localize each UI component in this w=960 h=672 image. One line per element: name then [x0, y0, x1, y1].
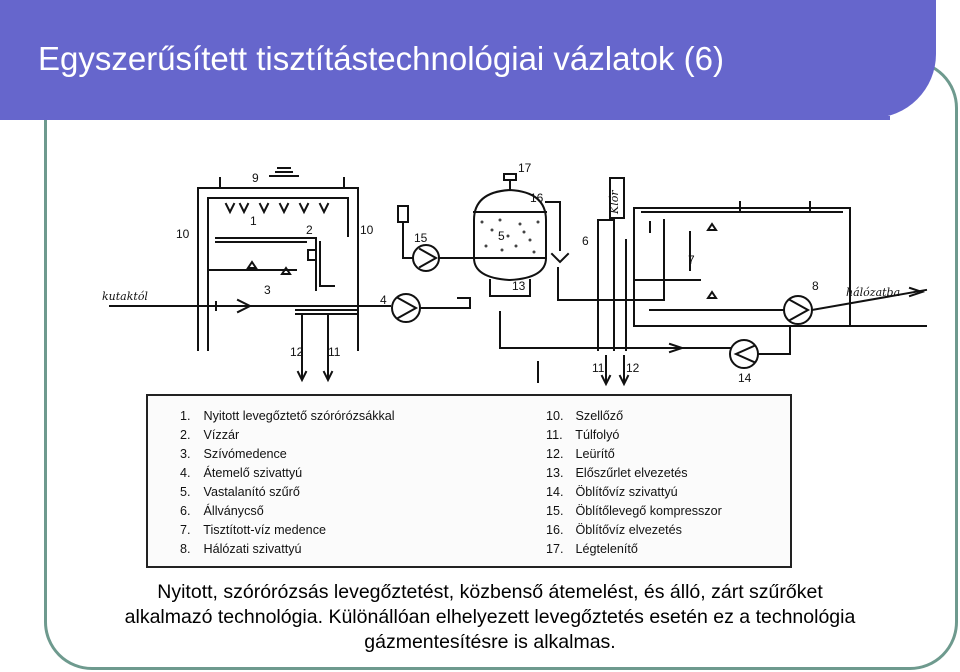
label-6: 6 — [582, 234, 589, 248]
label-14: 14 — [738, 371, 752, 385]
label-7: 7 — [688, 253, 695, 267]
clean-water-basin — [634, 202, 926, 326]
inlet-pipe — [110, 300, 390, 314]
legend-item: 5. Vastalanító szűrő — [180, 485, 300, 499]
label-13: 13 — [512, 279, 526, 293]
title-underline — [0, 116, 890, 120]
label-8: 8 — [812, 279, 819, 293]
legend-item: 8. Hálózati szivattyú — [180, 542, 302, 556]
legend-item: 7. Tisztított-víz medence — [180, 523, 326, 537]
legend-item: 16. Öblítővíz elvezetés — [546, 523, 682, 537]
label-1: 1 — [250, 214, 257, 228]
label-11b: 11 — [592, 361, 605, 375]
legend-item: 6. Állványcső — [180, 504, 264, 518]
legend-item: 4. Átemelő szivattyú — [180, 466, 303, 480]
label-12b: 12 — [626, 361, 640, 375]
caption-line-1: Nyitott, szórórózsás levegőztetést, közbenső átemelést, és álló, zárt szűrőket — [157, 581, 823, 603]
spray-nozzles — [226, 204, 328, 212]
legend-item: 11. Túlfolyó — [546, 428, 620, 442]
filter-media — [481, 219, 540, 254]
label-16: 16 — [530, 191, 544, 205]
aerator-enclosure — [198, 168, 358, 350]
legend-item: 3. Szívómedence — [180, 447, 287, 461]
label-12a: 12 — [290, 345, 304, 359]
backwash-pump — [500, 312, 790, 368]
water-seal — [216, 238, 334, 290]
caption-line-3: gázmentesítésre is alkalmas. — [364, 631, 616, 653]
chlorine-label: Klór — [608, 190, 621, 214]
legend-item: 13. Előszűrlet elvezetés — [546, 466, 688, 480]
legend-right-column — [546, 407, 722, 559]
inlet-label: kutaktól — [102, 290, 148, 303]
legend-item: 15. Öblítőlevegő kompresszor — [546, 504, 722, 518]
label-5: 5 — [498, 229, 505, 243]
caption-line-2: alkalmazó technológia. Különállóan elhelyezett levegőztetés esetén ez a technológia — [124, 606, 856, 628]
label-2: 2 — [306, 223, 313, 237]
treatment-schematic — [90, 150, 930, 390]
legend-left-column — [180, 407, 395, 559]
legend-item: 1. Nyitott levegőztető szórórózsákkal — [180, 409, 395, 423]
label-17: 17 — [518, 161, 532, 175]
suction-basin — [208, 262, 296, 274]
transfer-pump — [392, 294, 470, 322]
label-10b: 10 — [360, 223, 374, 237]
legend-item: 12. Leürítő — [546, 447, 615, 461]
air-compressor — [398, 206, 472, 271]
legend-item: 14. Öblítővíz szivattyú — [546, 485, 678, 499]
slide-caption — [60, 580, 920, 655]
label-3: 3 — [264, 283, 271, 297]
label-10a: 10 — [176, 227, 190, 241]
legend-box — [146, 394, 792, 568]
label-15: 15 — [414, 231, 428, 245]
outlet-label: hálózatba — [846, 286, 901, 299]
label-11a: 11 — [328, 345, 341, 359]
label-4: 4 — [380, 293, 387, 307]
label-9: 9 — [252, 171, 259, 185]
slide-title: Egyszerűsített tisztítástechnológiai vázlatok (6) — [38, 40, 724, 77]
legend-item: 2. Vízzár — [180, 428, 240, 442]
legend-item: 10. Szellőző — [546, 409, 624, 423]
legend-item: 17. Légtelenítő — [546, 542, 638, 556]
